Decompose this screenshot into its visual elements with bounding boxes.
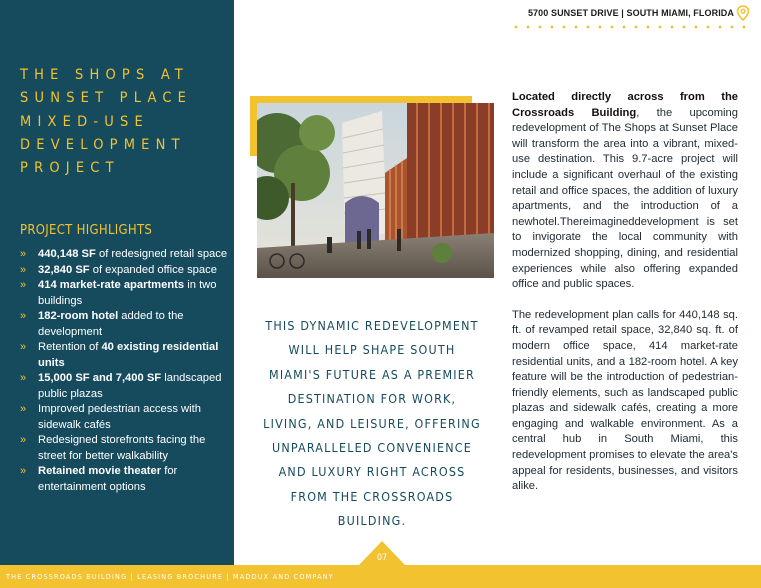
bullet-icon: » [20,248,27,260]
sidebar-panel [0,0,234,565]
body-paragraph: The redevelopment plan calls for 440,148 sq. ft. of revamped retail space, 32,840 sq. ft. of modern office space, 414 market-rate residential units, and a 182-room hotel. A key feature will be the introduction of pedestrian-friendly elements, such as landscaped public plazas and sidewalk cafés, creating a more engaging and walkable environment. As a central hub in South Miami, this redevelopment promises to elevate the area's appeal for residents, businesses, and visitors alike. [512,308,739,493]
highlight-item: » Retained movie theater for entertainment options [20,465,178,493]
page-number: 07 [376,553,388,563]
bullet-icon: » [20,341,27,353]
bullet-icon: » [20,310,27,322]
bullet-icon: » [20,372,27,384]
bullet-icon: » [20,279,27,291]
footer-bar [0,565,761,588]
highlight-item: » 182-room hotel added to the development [20,310,184,338]
development-rendering-image [257,103,494,278]
highlight-item: » Improved pedestrian access with sidewalk cafés [20,403,201,431]
map-pin-icon [736,5,750,21]
body-paragraph: Located directly across from the Crossroads Building, the upcoming redevelopment of The Shops at Sunset Place will transform the area into a vibrant, mixed-use destination. This 9.7-acre project will include a significant overhaul of the existing retail and office spaces, the addition of luxury apartments, and the introduction of a newhotel.Thereimagineddevelopment is set to invigorate the local community with modernized shopping, dining, and residential experiences while also offering expanded office and public spaces. [512,91,738,291]
dotted-divider [514,25,754,29]
highlight-item: » Redesigned storefronts facing the street for better walkability [20,434,206,462]
highlight-item: » 15,000 SF and 7,400 SF landscaped public plazas [20,372,222,400]
title-line: DEVELOPMENT [20,136,186,153]
title-line: SUNSET PLACE [20,90,193,107]
feature-quote: THIS DYNAMIC REDEVELOPMENT WILL HELP SHAPE SOUTH MIAMI'S FUTURE AS A PREMIER DESTINATION FOR WORK, LIVING, AND LEISURE, OFFERING UNPARALLELED CONVENIENCE AND LUXURY RIGHT ACROSS FROM THE CROSSROADS BUILDING. [263,318,481,529]
property-address: 5700 SUNSET DRIVE | SOUTH MIAMI, FLORIDA [527,8,734,18]
body-text-column [512,90,738,495]
highlight-item: » Retention of 40 existing residential units [20,341,219,369]
bullet-icon: » [20,434,27,446]
highlights-list [20,247,228,495]
bullet-icon: » [20,403,27,415]
bullet-icon: » [20,465,27,477]
highlight-item: » 414 market-rate apartments in two buildings [20,279,217,307]
highlight-item: » 32,840 SF of expanded office space [20,263,228,279]
highlights-heading: PROJECT HIGHLIGHTS [20,223,153,238]
title-line: MIXED-USE [20,113,149,130]
title-line: PROJECT [20,160,120,177]
highlight-item: » 440,148 SF of redesigned retail space [20,247,228,263]
title-line: THE SHOPS AT [20,67,189,83]
project-title [20,64,225,180]
footer-text: THE CROSSROADS BUILDING | LEASING BROCHURE | MADDUX AND COMPANY [6,572,334,581]
bullet-icon: » [20,263,27,276]
